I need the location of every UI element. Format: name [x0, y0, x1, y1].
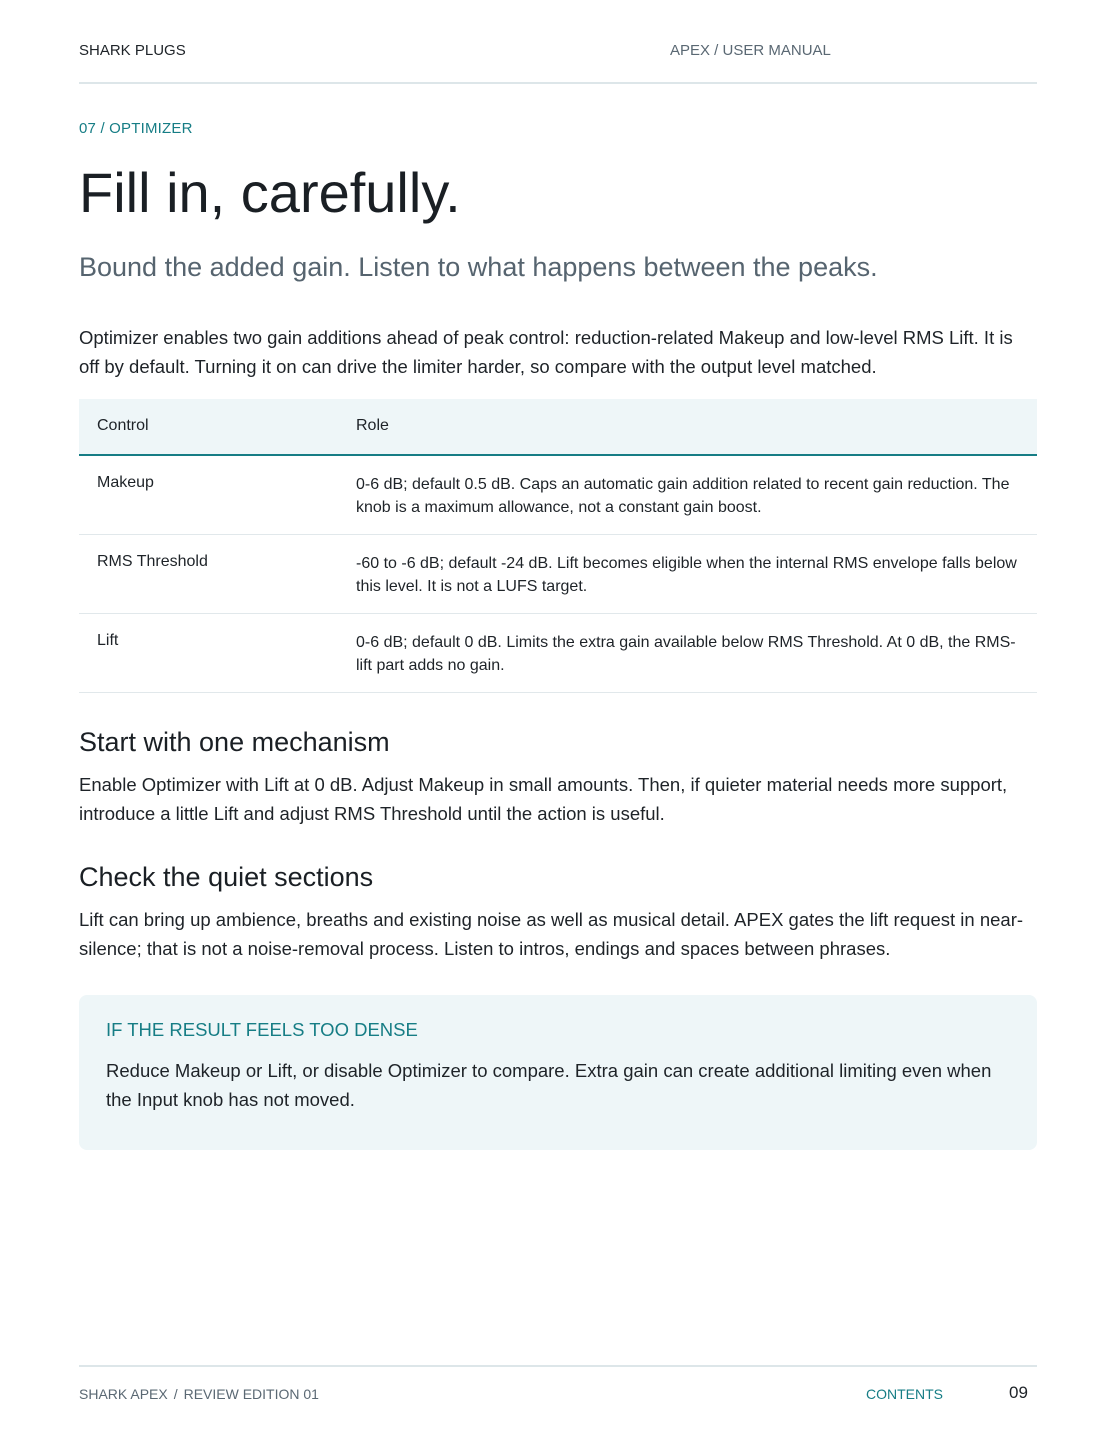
- control-name: Lift: [97, 632, 119, 649]
- page-subtitle: Bound the added gain. Listen to what happens between the peaks.: [79, 252, 878, 282]
- footer-separator: /: [173, 1386, 178, 1402]
- control-role: 0-6 dB; default 0.5 dB. Caps an automatic gain addition related to recent gain reduction. The knob is a maximum allowance, not a constant gain boost.: [356, 476, 1010, 516]
- section-eyebrow: 07 / OPTIMIZER: [79, 120, 193, 137]
- table-row: [79, 456, 1037, 535]
- section-paragraph: Enable Optimizer with Lift at 0 dB. Adjust Makeup in small amounts. Then, if quieter material needs more support, introduce a little Lift and adjust RMS Threshold until the action is useful.: [79, 774, 1008, 824]
- callout-text: Reduce Makeup or Lift, or disable Optimizer to compare. Extra gain can create additional limiting even when the Input knob has not moved.: [106, 1060, 992, 1110]
- table-row: [79, 614, 1037, 693]
- brand-name: SHARK PLUGS: [79, 42, 186, 59]
- footer-divider: [79, 1365, 1037, 1367]
- table-row: [79, 535, 1037, 614]
- page-title: Fill in, carefully.: [79, 161, 461, 224]
- column-header-control: Control: [97, 417, 149, 434]
- callout-title: IF THE RESULT FEELS TOO DENSE: [106, 1019, 418, 1040]
- control-name: RMS Threshold: [97, 553, 208, 570]
- control-name: Makeup: [97, 474, 154, 491]
- footer-edition-label: REVIEW EDITION 01: [183, 1386, 319, 1402]
- table-header: [79, 399, 1037, 456]
- footer-edition: [79, 1386, 319, 1402]
- manual-label: APEX / USER MANUAL: [670, 42, 831, 59]
- controls-table: [79, 399, 1037, 693]
- page-header: [79, 42, 1037, 62]
- footer-product: SHARK APEX: [79, 1386, 168, 1402]
- header-divider: [79, 82, 1037, 84]
- control-role: 0-6 dB; default 0 dB. Limits the extra gain available below RMS Threshold. At 0 dB, the RMS-lift part adds no gain.: [356, 634, 1016, 674]
- page-number: 09: [1009, 1383, 1028, 1402]
- intro-paragraph: Optimizer enables two gain additions ahead of peak control: reduction-related Makeup and low-level RMS Lift. It is off by default. Turning it on can drive the limiter harder, so compare with the output level matched.: [79, 327, 1013, 377]
- section-heading: Start with one mechanism: [79, 727, 390, 757]
- callout-box: [79, 995, 1037, 1150]
- section-paragraph: Lift can bring up ambience, breaths and existing noise as well as musical detail. APEX gates the lift request in near-silence; that is not a noise-removal process. Listen to intros, endings and spaces between phrases.: [79, 909, 1024, 959]
- control-role: -60 to -6 dB; default -24 dB. Lift becomes eligible when the internal RMS envelope falls below this level. It is not a LUFS target.: [356, 555, 1017, 595]
- contents-link[interactable]: CONTENTS: [866, 1386, 943, 1402]
- manual-page: [79, 0, 1037, 1440]
- section-heading: Check the quiet sections: [79, 862, 374, 892]
- column-header-role: Role: [356, 417, 389, 434]
- page-footer: [79, 1385, 1037, 1407]
